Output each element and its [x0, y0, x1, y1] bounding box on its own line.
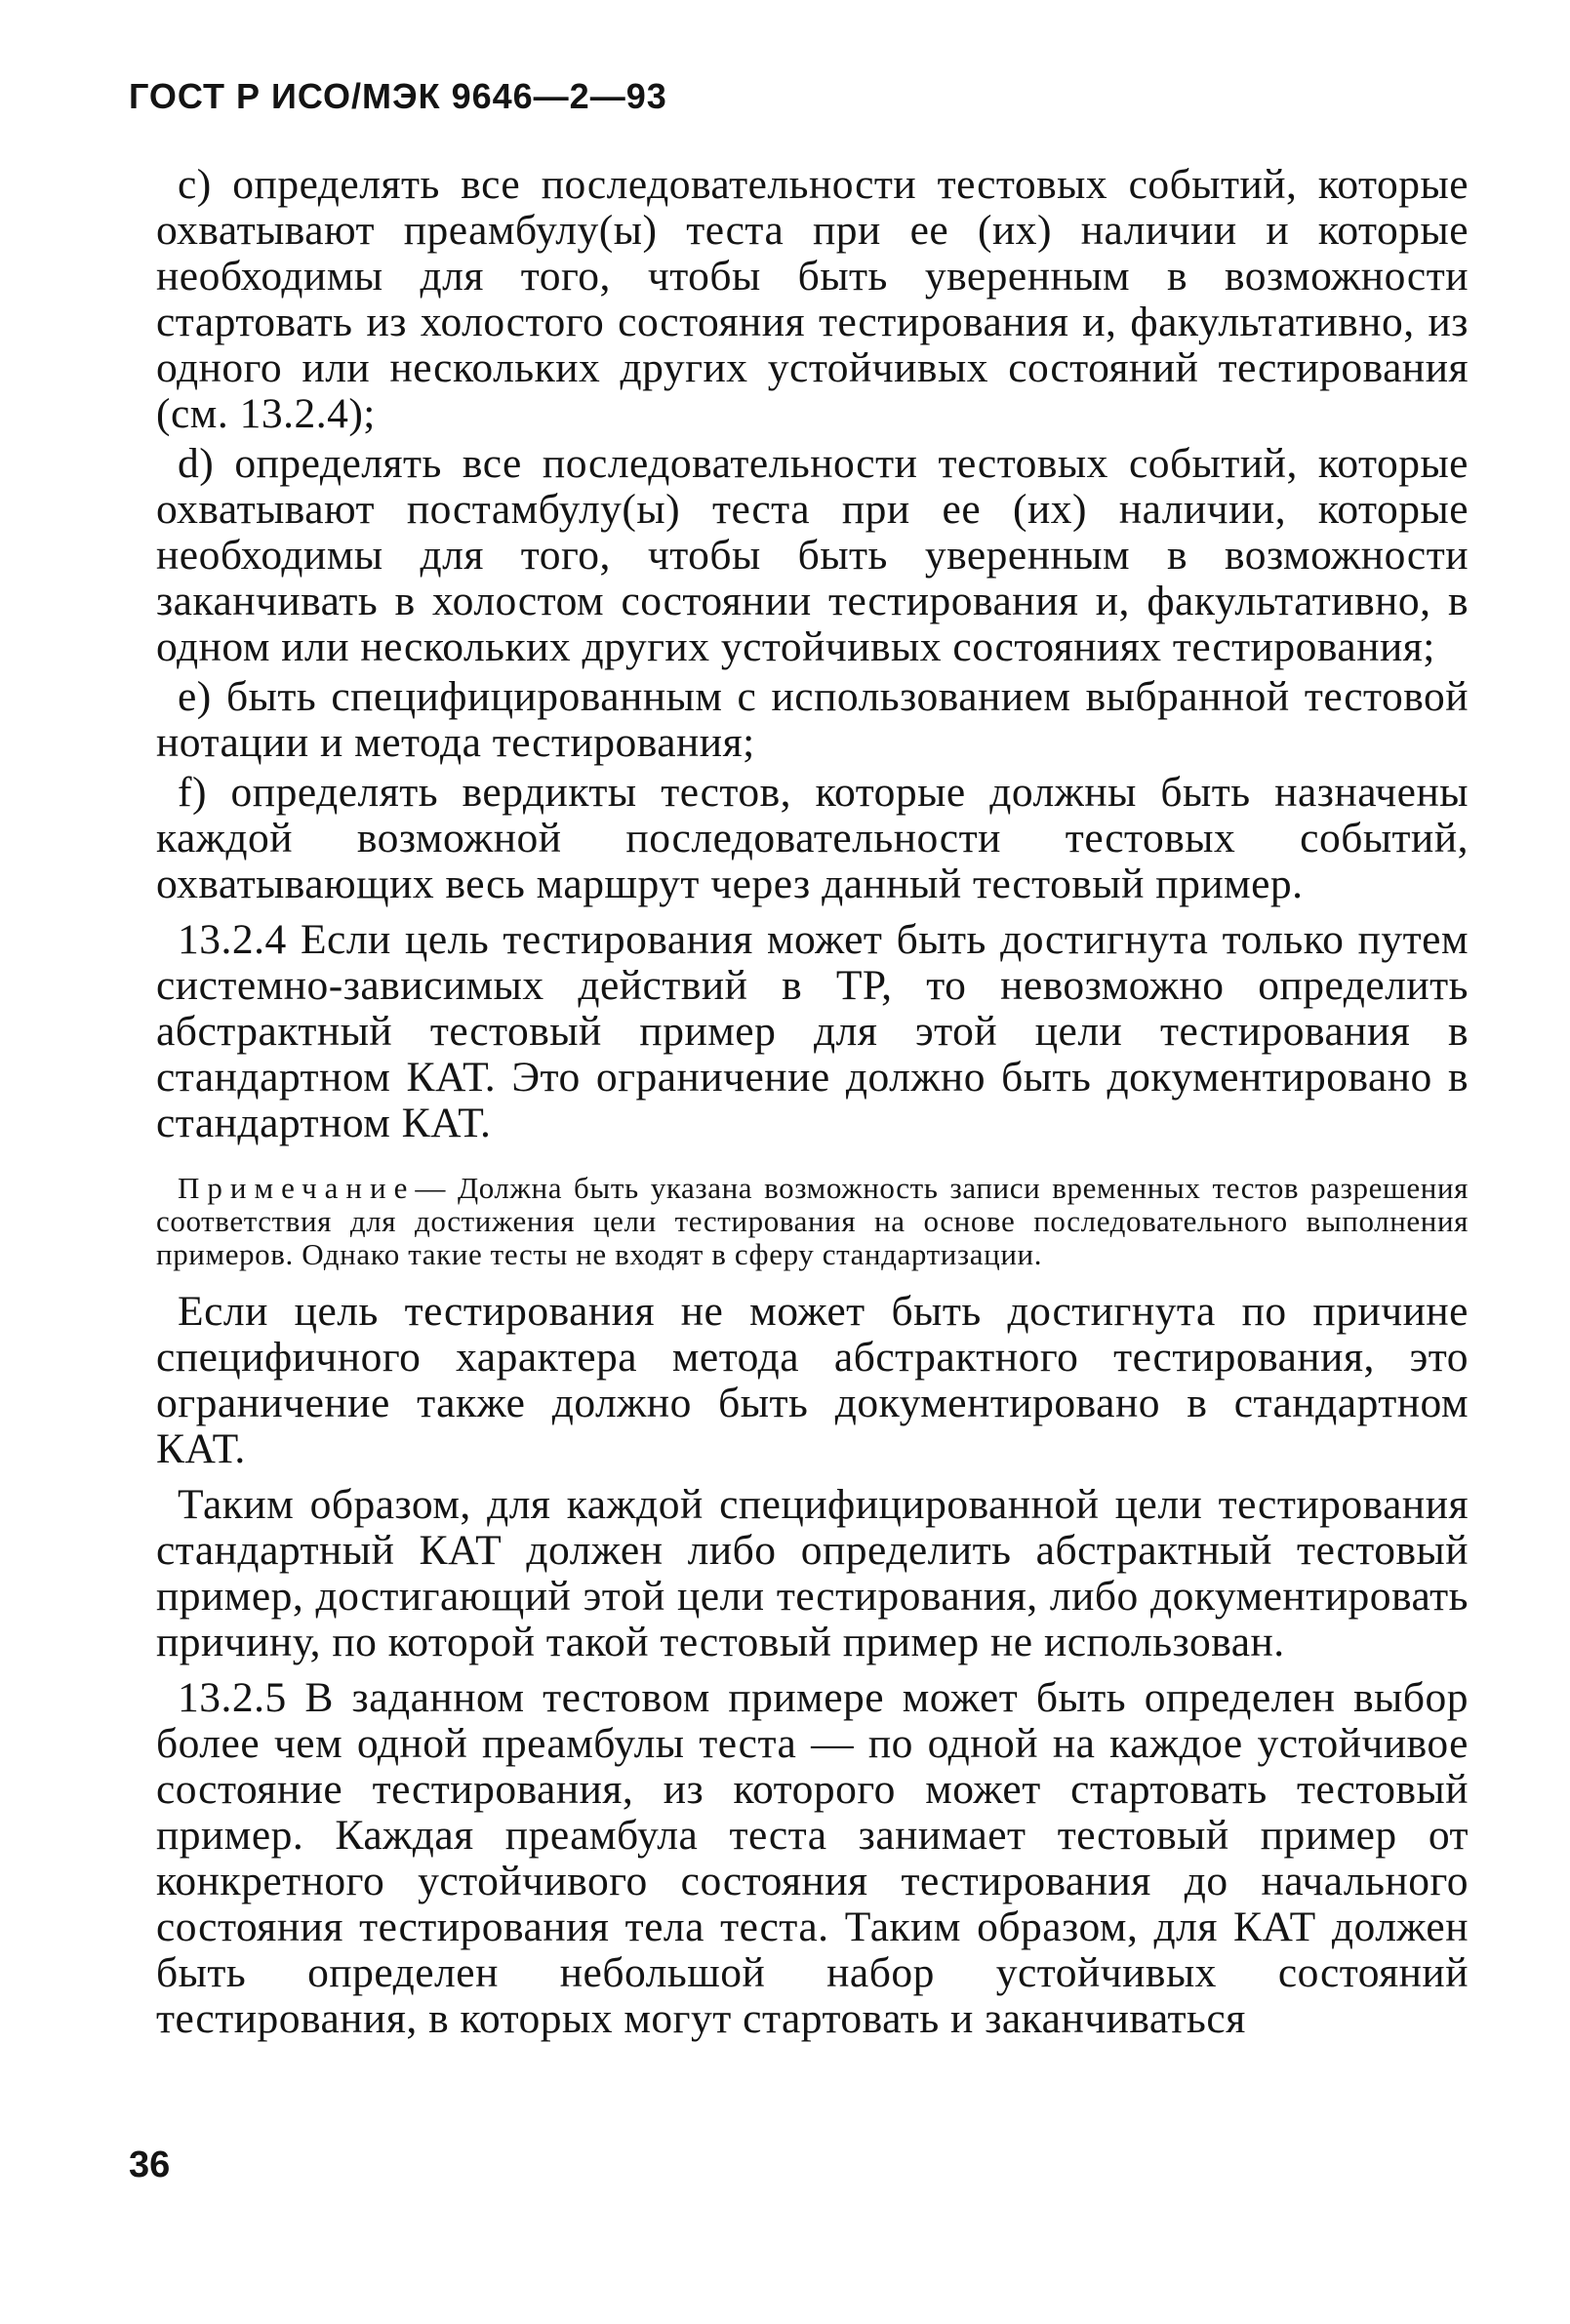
list-item-d: d) определять все последовательности тестовых событий, которые охватывают постамбулу(ы) теста при ее (их) наличии, которые необходимы для того, чтобы быть уверенным в возможности заканчивать в холостом состоянии тестирования и, факультативно, в одном или нескольких других устойчивых состояниях тестирования; — [156, 440, 1469, 670]
paragraph-specific-method: Если цель тестирования не может быть достигнута по причине специфичного характера метода абстрактного тестирования, это ограничение также должно быть документировано в стандартном КАТ. — [156, 1288, 1469, 1472]
list-item-c: с) определять все последовательности тестовых событий, которые охватывают преамбулу(ы) теста при ее (их) наличии и которые необходимы для того, чтобы быть уверенным в возможности стартовать из холостого состояния тестирования и, факультативно, из одного или нескольких других устойчивых состояний тестирования (см. 13.2.4); — [156, 161, 1469, 437]
note-label: Примечание — [178, 1171, 416, 1205]
paragraph-thus: Таким образом, для каждой специфицированной цели тестирования стандартный КАТ должен либо определить абстрактный тестовый пример, достигающий этой цели тестирования, либо документировать причину, по которой такой тестовый пример не использован. — [156, 1481, 1469, 1665]
page-content — [156, 162, 1469, 2042]
list-item-f: f) определять вердикты тестов, которые должны быть назначены каждой возможной последовательности тестовых событий, охватывающих весь маршрут через данный тестовый пример. — [156, 769, 1469, 907]
note — [156, 1172, 1469, 1271]
clause-13-2-4: 13.2.4 Если цель тестирования может быть достигнута только путем системно-зависимых действий в ТР, то невозможно определить абстрактный тестовый пример для этой цели тестирования в стандартном КАТ. Это ограничение должно быть документировано в стандартном КАТ. — [156, 916, 1469, 1146]
note-text: — Должна быть указана возможность записи временных тестов разрешения соответствия для достижения цели тестирования на основе последовательного выполнения примеров. Однако такие тесты не входят в сферу стандартизации. — [156, 1171, 1469, 1271]
page-number: 36 — [129, 2144, 171, 2185]
list-item-e: е) быть специфицированным с использованием выбранной тестовой нотации и метода тестирования; — [156, 673, 1469, 766]
page-header: ГОСТ Р ИСО/МЭК 9646—2—93 — [129, 76, 667, 116]
clause-13-2-5: 13.2.5 В заданном тестовом примере может быть определен выбор более чем одной преамбулы теста — по одной на каждое устойчивое состояние тестирования, из которого может стартовать тестовый пример. Каждая преамбула теста занимает тестовый пример от конкретного устойчивого состояния тестирования до начального состояния тестирования тела теста. Таким образом, для КАТ должен быть определен небольшой набор устойчивых состояний тестирования, в которых могут стартовать и заканчиваться — [156, 1674, 1469, 2042]
